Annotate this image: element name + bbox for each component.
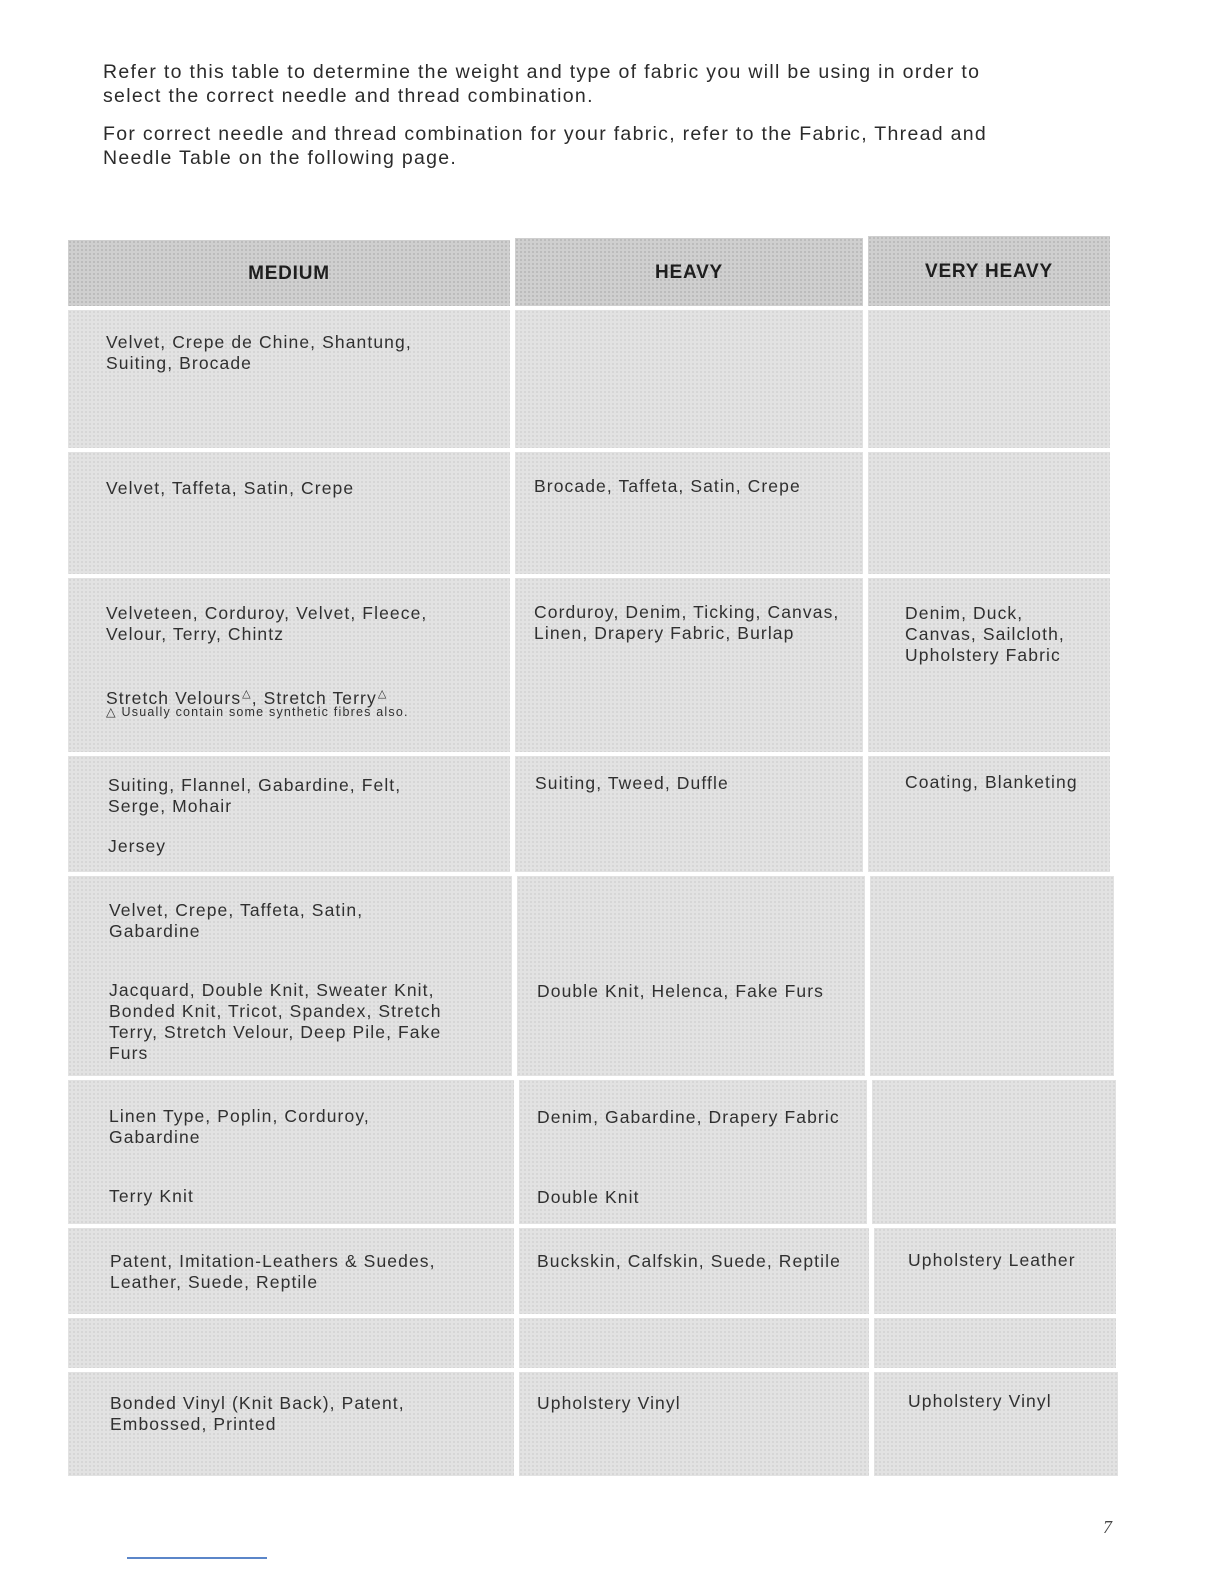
row9-heavy: [519, 1372, 869, 1476]
fabric-text: Terry, Stretch Velour, Deep Pile, Fake: [109, 1022, 442, 1042]
row8-medium: [68, 1318, 514, 1368]
header-medium: [68, 240, 510, 306]
fabric-text: Double Knit: [537, 1187, 640, 1207]
row3-very-heavy: [868, 578, 1110, 752]
fabric-text: Velveteen, Corduroy, Velvet, Fleece,: [106, 603, 428, 623]
fabric-text: Leather, Suede, Reptile: [110, 1272, 319, 1292]
header-heavy: [515, 238, 863, 306]
row4-heavy: [515, 756, 863, 872]
footer-rule: [127, 1557, 267, 1559]
row1-heavy: [515, 310, 863, 448]
fabric-text: Denim, Duck,: [905, 603, 1024, 623]
triangle-marker: △: [377, 688, 388, 700]
intro-line: select the correct needle and thread combination.: [103, 85, 594, 107]
row6-medium: [68, 1080, 514, 1224]
triangle-marker: △: [106, 705, 117, 719]
row2-heavy: [515, 452, 863, 574]
fabric-text: Denim, Gabardine, Drapery Fabric: [537, 1107, 840, 1127]
fabric-text: Coating, Blanketing: [905, 772, 1078, 792]
intro-paragraph-2: [103, 122, 1103, 170]
fabric-text: Suiting, Brocade: [106, 353, 253, 373]
row1-very-heavy: [868, 310, 1110, 448]
row9-medium: [68, 1372, 514, 1476]
fabric-text: Velvet, Crepe de Chine, Shantung,: [106, 332, 412, 352]
row5-heavy: [517, 876, 865, 1076]
row4-medium: [68, 756, 510, 872]
row7-medium: [68, 1228, 514, 1314]
intro-line: Refer to this table to determine the weight and type of fabric you will be using in order to: [103, 61, 981, 83]
fabric-text: Bonded Knit, Tricot, Spandex, Stretch: [109, 1001, 442, 1021]
fabric-text: Velvet, Taffeta, Satin, Crepe: [106, 478, 355, 498]
fabric-text: Gabardine: [109, 921, 201, 941]
fabric-text: Double Knit, Helenca, Fake Furs: [537, 981, 824, 1001]
fabric-text: Linen Type, Poplin, Corduroy,: [109, 1106, 370, 1126]
fabric-text: Suiting, Flannel, Gabardine, Felt,: [108, 775, 402, 795]
fabric-text: Buckskin, Calfskin, Suede, Reptile: [537, 1251, 841, 1271]
row4-very-heavy: [868, 756, 1110, 872]
fabric-text: Corduroy, Denim, Ticking, Canvas,: [534, 602, 840, 622]
row6-very-heavy: [872, 1080, 1116, 1224]
row9-very-heavy: [874, 1372, 1118, 1476]
row7-very-heavy: [874, 1228, 1116, 1314]
page-number: 7: [1103, 1517, 1112, 1537]
row2-very-heavy: [868, 452, 1110, 574]
fabric-text: Upholstery Vinyl: [537, 1393, 681, 1413]
intro-paragraph-1: [103, 60, 1103, 108]
footnote-text: Usually contain some synthetic fibres also.: [121, 705, 409, 719]
fabric-text: Embossed, Printed: [110, 1414, 277, 1434]
fabric-text: Jacquard, Double Knit, Sweater Knit,: [109, 980, 435, 1000]
fabric-text: Stretch Velours: [106, 687, 242, 708]
row5-medium: [68, 876, 512, 1076]
intro-line: For correct needle and thread combination for your fabric, refer to the Fabric, Thread and: [103, 123, 988, 145]
row6-heavy: [519, 1080, 867, 1224]
intro-line: Needle Table on the following page.: [103, 147, 458, 169]
fabric-text: Upholstery Leather: [908, 1250, 1076, 1270]
triangle-marker: △: [242, 688, 252, 700]
header-very-heavy: [868, 236, 1110, 306]
fabric-text: Upholstery Fabric: [905, 645, 1061, 665]
fabric-text: Serge, Mohair: [108, 796, 233, 816]
header-label: HEAVY: [654, 261, 724, 283]
fabric-text: Canvas, Sailcloth,: [905, 624, 1065, 644]
row2-medium: [68, 452, 510, 574]
fabric-text: Terry Knit: [109, 1186, 194, 1206]
fabric-text: Velour, Terry, Chintz: [106, 624, 285, 644]
fabric-text: Upholstery Vinyl: [908, 1391, 1052, 1411]
fabric-text: Velvet, Crepe, Taffeta, Satin,: [109, 900, 364, 920]
row8-very-heavy: [874, 1318, 1116, 1368]
fabric-text: Patent, Imitation-Leathers & Suedes,: [110, 1251, 436, 1271]
row8-heavy: [519, 1318, 869, 1368]
fabric-text: Furs: [109, 1043, 149, 1063]
fabric-text: Brocade, Taffeta, Satin, Crepe: [534, 476, 801, 496]
fabric-text: Jersey: [108, 836, 167, 856]
fabric-text: Gabardine: [109, 1127, 201, 1147]
header-label: VERY HEAVY: [924, 260, 1054, 282]
row7-heavy: [519, 1228, 869, 1314]
header-label: MEDIUM: [248, 262, 330, 284]
row5-very-heavy: [870, 876, 1114, 1076]
row1-medium: [68, 310, 510, 448]
fabric-text: Linen, Drapery Fabric, Burlap: [534, 623, 795, 643]
fabric-text: Bonded Vinyl (Knit Back), Patent,: [110, 1393, 405, 1413]
fabric-text: Suiting, Tweed, Duffle: [535, 773, 729, 793]
fabric-text: , Stretch Terry: [251, 687, 377, 708]
row3-heavy: [515, 578, 863, 752]
row3-medium: [68, 578, 510, 752]
